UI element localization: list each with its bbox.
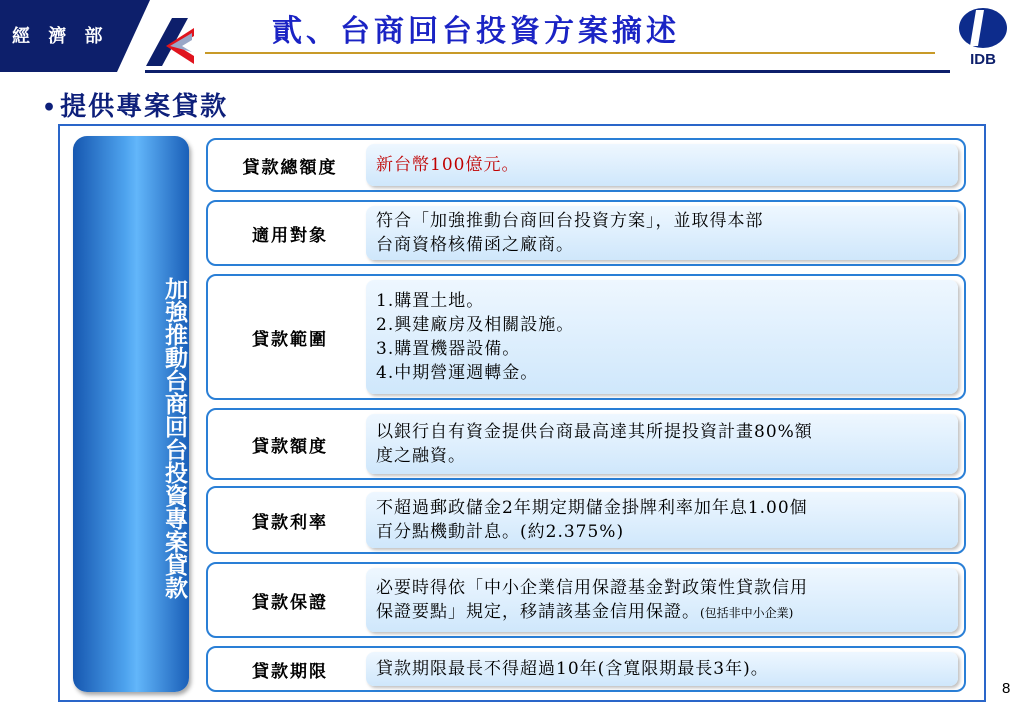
row-eligibility — [206, 200, 966, 266]
row-text-line: 度之融資。 — [376, 446, 466, 466]
row-text-line: 以銀行自有資金提供台商最高達其所提投資計畫80%額 — [376, 422, 813, 442]
row-label: 貸款額度 — [252, 436, 328, 457]
row-label: 貸款期限 — [252, 661, 328, 682]
row-content — [366, 652, 958, 686]
row-guarantee — [206, 562, 966, 638]
row-content — [366, 492, 958, 548]
row-label: 適用對象 — [252, 225, 328, 246]
row-text-line: 貸款期限最長不得超過10年(含寬限期最長3年)。 — [376, 659, 769, 679]
row-content — [366, 568, 958, 632]
row-text-line: 3.購置機器設備。 — [376, 339, 521, 359]
side-label-text: 加強推動台商回台投資專案貸款 — [161, 277, 188, 599]
row-text-line: 4.中期營運週轉金。 — [376, 363, 539, 383]
row-text-line: 必要時得依「中小企業信用保證基金對政策性貸款信用 — [376, 577, 808, 598]
row-label: 貸款範圍 — [252, 329, 328, 350]
row-scope — [206, 274, 966, 400]
row-content — [366, 414, 958, 474]
row-label: 貸款利率 — [252, 512, 328, 533]
row-text-segment: 保證要點」規定，移請該基金信用保證。 — [376, 601, 700, 622]
ministry-name: 經 濟 部 — [12, 26, 109, 47]
side-label-bar — [73, 136, 189, 692]
row-text-line — [376, 600, 948, 625]
bullet-icon: • — [42, 95, 59, 121]
page-number: 8 — [1002, 680, 1011, 697]
row-interest-rate — [206, 486, 966, 554]
header-rule-gold — [205, 52, 935, 54]
row-text-line: 符合「加強推動台商回台投資方案」，並取得本部 — [376, 211, 764, 231]
idb-label: IDB — [970, 51, 996, 68]
slide-title: 貳、台商回台投資方案摘述 — [272, 14, 680, 49]
row-text-line: 2.興建廠房及相關設施。 — [376, 315, 575, 335]
row-total-amount — [206, 138, 966, 192]
row-loan-amount — [206, 408, 966, 480]
row-text-line: 台商資格核備函之廠商。 — [376, 235, 574, 255]
row-content — [366, 280, 958, 394]
row-text-line: 1.購置土地。 — [376, 291, 485, 311]
row-label: 貸款保證 — [252, 592, 328, 613]
row-content — [366, 144, 958, 186]
row-text-line: 新台幣100億元。 — [376, 155, 520, 175]
section-heading-text: 提供專案貸款 — [60, 92, 229, 122]
row-term — [206, 646, 966, 692]
row-note: (包括非中小企業) — [700, 605, 794, 620]
row-text-line: 百分點機動計息。(約2.375%) — [376, 522, 625, 542]
header-rule-blue — [145, 70, 950, 73]
row-label: 貸款總額度 — [242, 157, 338, 178]
row-text-line: 不超過郵政儲金2年期定期儲金掛牌利率加年息1.00個 — [376, 498, 808, 518]
moea-logo-icon — [132, 6, 212, 68]
row-content — [366, 206, 958, 260]
section-heading — [42, 86, 228, 123]
idb-logo-icon — [950, 6, 1016, 68]
